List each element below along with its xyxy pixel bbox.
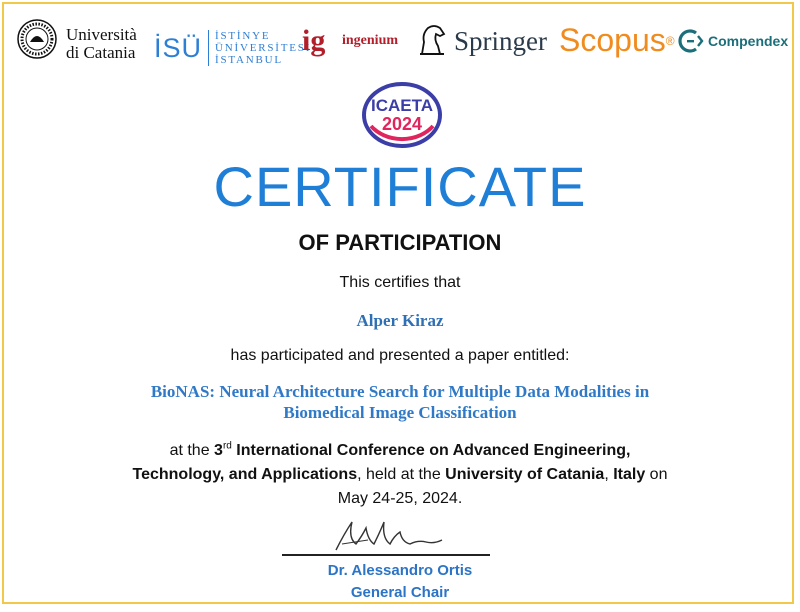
isu-abbr: İSÜ [154, 32, 203, 63]
ingenium-logo [302, 24, 398, 58]
conf-held: , held at the [357, 466, 446, 483]
isu-text [215, 30, 311, 66]
isu-line1: İSTİNYE [215, 30, 271, 42]
ingenium-mark: ig [302, 24, 326, 57]
conf-name: International Conference on Advanced Engineering, Technology, and Applications [132, 442, 631, 483]
conf-venue: University of Catania [445, 466, 605, 483]
paper-title: BioNAS: Neural Architecture Search for Multiple Data Modalities in Biomedical Image Classification [150, 382, 650, 422]
scopus-logo [559, 22, 675, 59]
badge-year: 2024 [381, 114, 423, 134]
certificate-title: CERTIFICATE [213, 155, 587, 218]
unict-seal-logo [16, 18, 58, 60]
conf-date: on May 24-25, 2024. [337, 466, 668, 507]
conf-prefix: at the [169, 442, 215, 459]
compendex-word: Compendex [708, 33, 789, 49]
conf-ordinal-suffix: rd [222, 440, 232, 452]
compendex-icon [678, 28, 704, 54]
scopus-word: Scopus [559, 22, 666, 58]
springer-logo: Springer [454, 26, 547, 56]
presented-text: has participated and presented a paper entitled: [230, 347, 570, 364]
logo-strip [4, 4, 794, 78]
isu-divider [208, 30, 209, 66]
certifies-text: This certifies that [339, 274, 461, 291]
conf-ordinal: 3 [214, 442, 223, 459]
signature-line [282, 554, 490, 556]
signatory-role: General Chair [350, 584, 450, 601]
icaeta-badge [361, 82, 443, 148]
conf-comma: , [604, 466, 614, 483]
conference-text [124, 439, 676, 511]
istinye-logo [154, 30, 311, 66]
signature-image [322, 514, 462, 556]
certificate [2, 2, 794, 604]
unict-logo [66, 26, 137, 62]
unict-line2: di Catania [66, 43, 136, 62]
signatory-name: Dr. Alessandro Ortis [327, 562, 473, 579]
certificate-subtitle: OF PARTICIPATION [298, 230, 502, 255]
isu-line2: ÜNİVERSİTESİ [215, 42, 312, 54]
recipient-name: Alper Kiraz [356, 311, 444, 330]
compendex-logo [678, 28, 788, 54]
springer-horse-icon [414, 22, 450, 58]
isu-line3: İSTANBUL [215, 54, 283, 66]
unict-line1: Università [66, 25, 137, 44]
scopus-registered: ® [665, 33, 675, 48]
conf-country: Italy [613, 466, 646, 483]
ingenium-word: ingenium [342, 33, 399, 48]
badge-acronym: ICAETA [370, 96, 433, 115]
